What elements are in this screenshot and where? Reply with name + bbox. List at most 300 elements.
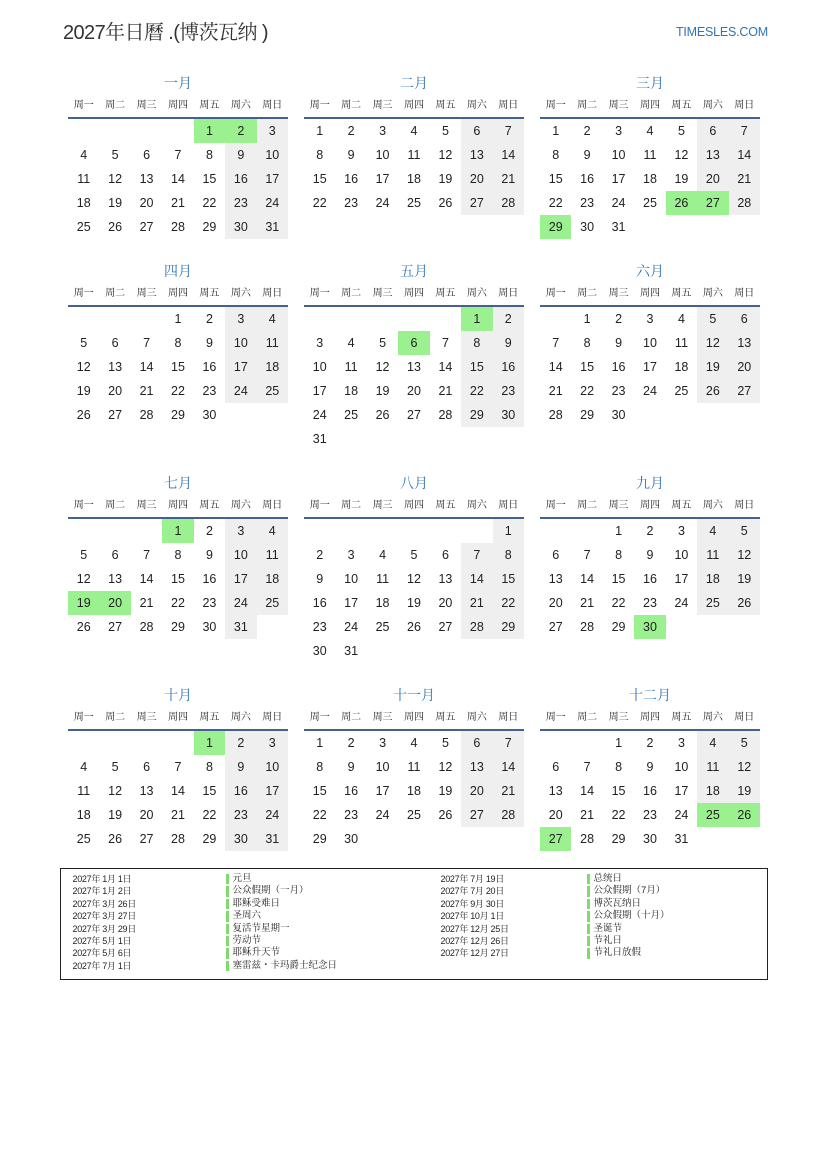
- day-cell: 8: [316, 760, 324, 774]
- day-cell: 3: [225, 519, 256, 543]
- holiday-name: 圣周六: [226, 910, 338, 922]
- weekday-label: 周四: [403, 100, 424, 111]
- holiday-date: 2027年 5月 6日: [72, 948, 132, 959]
- day-cell: 4: [347, 336, 355, 350]
- day-cell: 20: [697, 167, 728, 191]
- day-cell: 26: [438, 808, 453, 822]
- month-block: [540, 471, 760, 639]
- empty-day-cell: [398, 427, 429, 451]
- empty-day-cell: [729, 827, 760, 851]
- day-cell: 14: [171, 172, 185, 186]
- day-cell: 14: [580, 784, 595, 798]
- empty-day-cell: [367, 307, 398, 331]
- day-cell: 19: [697, 355, 728, 379]
- day-cell: 16: [643, 784, 657, 798]
- day-cell: 2: [225, 731, 256, 755]
- weekday-label: 周一: [309, 288, 330, 299]
- day-cell: 15: [548, 172, 563, 186]
- day-cell: 25: [257, 591, 288, 615]
- day-cell: 11: [77, 784, 91, 798]
- day-cell: 12: [375, 360, 390, 374]
- day-cell: 4: [257, 307, 288, 331]
- weekday-label: 周四: [403, 500, 424, 511]
- day-cell: 17: [344, 596, 359, 610]
- day-cell: 21: [139, 596, 154, 610]
- day-cell: 24: [611, 196, 626, 210]
- day-cell: 27: [729, 379, 760, 403]
- day-cell: 29: [202, 832, 217, 846]
- day-cell: 11: [643, 148, 657, 162]
- day-cell: 1: [316, 124, 324, 138]
- day-cell: 8: [615, 760, 623, 774]
- month-block: [304, 683, 524, 851]
- day-grid: [304, 119, 524, 215]
- empty-day-cell: [430, 827, 461, 851]
- empty-day-cell: [540, 519, 571, 543]
- day-cell: 14: [548, 360, 563, 374]
- day-grid: [304, 519, 524, 663]
- day-cell: 31: [312, 432, 327, 446]
- month-title: 十月: [164, 687, 192, 703]
- day-cell: 15: [312, 784, 327, 798]
- day-cell: 24: [375, 196, 390, 210]
- day-cell: 24: [344, 620, 359, 634]
- year-calendar-grid: [68, 71, 760, 871]
- day-cell: 15: [580, 360, 595, 374]
- month-title: 十二月: [629, 687, 671, 703]
- weekday-label: 周四: [167, 100, 188, 111]
- day-cell: 7: [493, 119, 524, 143]
- weekday-label: 周二: [105, 500, 126, 511]
- day-cell: 13: [697, 143, 728, 167]
- day-cell: 16: [312, 596, 327, 610]
- day-cell: 1: [615, 524, 623, 538]
- day-cell: 5: [729, 519, 760, 543]
- day-cell: 12: [674, 148, 689, 162]
- weekday-label: 周五: [199, 288, 220, 299]
- day-cell: 7: [583, 760, 591, 774]
- day-cell: 6: [461, 731, 492, 755]
- empty-day-cell: [666, 215, 697, 239]
- day-cell: 8: [205, 760, 213, 774]
- day-cell: 9: [225, 755, 256, 779]
- weekday-label: 周三: [136, 288, 157, 299]
- day-cell: 15: [611, 784, 626, 798]
- day-cell: 1: [583, 312, 591, 326]
- empty-day-cell: [729, 215, 760, 239]
- weekday-label: 周二: [105, 712, 126, 723]
- day-cell: 9: [205, 548, 213, 562]
- weekday-label: 周二: [341, 288, 362, 299]
- empty-day-cell: [367, 639, 398, 663]
- holiday-day-cell: 30: [634, 615, 665, 639]
- day-cell: 26: [697, 379, 728, 403]
- page-title: 2027年日曆 .(博茨瓦纳 ): [63, 22, 268, 44]
- empty-day-cell: [162, 731, 193, 755]
- day-cell: 5: [111, 760, 119, 774]
- day-cell: 23: [493, 379, 524, 403]
- empty-day-cell: [493, 639, 524, 663]
- day-grid: [68, 119, 288, 239]
- weekday-label: 周四: [639, 100, 660, 111]
- weekday-label: 周二: [577, 712, 598, 723]
- weekday-label: 周一: [309, 712, 330, 723]
- day-cell: 21: [438, 384, 453, 398]
- holiday-day-cell: 26: [729, 803, 760, 827]
- month-row: [68, 683, 760, 851]
- day-cell: 1: [493, 519, 524, 543]
- day-cell: 2: [347, 124, 355, 138]
- day-cell: 27: [461, 803, 492, 827]
- day-cell: 5: [80, 548, 88, 562]
- day-cell: 2: [316, 548, 324, 562]
- day-cell: 10: [674, 548, 689, 562]
- day-cell: 4: [379, 548, 387, 562]
- day-cell: 11: [344, 360, 358, 374]
- day-cell: 16: [344, 172, 359, 186]
- day-cell: 26: [375, 408, 390, 422]
- day-grid: [540, 119, 760, 239]
- weekday-label: 周四: [403, 288, 424, 299]
- day-cell: 19: [76, 384, 91, 398]
- empty-day-cell: [225, 403, 256, 427]
- weekday-header-row: [540, 283, 760, 307]
- day-cell: 31: [257, 827, 288, 851]
- empty-day-cell: [257, 615, 288, 639]
- day-cell: 11: [407, 148, 421, 162]
- weekday-label: 周三: [608, 100, 629, 111]
- day-cell: 18: [697, 779, 728, 803]
- day-cell: 22: [202, 808, 217, 822]
- day-cell: 14: [729, 143, 760, 167]
- empty-day-cell: [430, 639, 461, 663]
- day-cell: 18: [76, 196, 91, 210]
- day-cell: 28: [729, 191, 760, 215]
- day-cell: 26: [76, 408, 91, 422]
- weekday-label: 周日: [498, 712, 519, 723]
- day-cell: 2: [646, 736, 654, 750]
- day-cell: 23: [344, 196, 359, 210]
- day-cell: 17: [257, 167, 288, 191]
- day-cell: 3: [379, 124, 387, 138]
- day-cell: 1: [552, 124, 560, 138]
- weekday-label: 周六: [466, 500, 487, 511]
- day-cell: 29: [202, 220, 217, 234]
- day-cell: 19: [108, 196, 123, 210]
- day-cell: 6: [143, 760, 151, 774]
- day-cell: 8: [493, 543, 524, 567]
- day-cell: 20: [108, 384, 123, 398]
- day-cell: 22: [611, 808, 626, 822]
- day-cell: 28: [438, 408, 453, 422]
- weekday-label: 周六: [466, 712, 487, 723]
- day-cell: 13: [438, 572, 453, 586]
- day-cell: 23: [225, 191, 256, 215]
- day-cell: 15: [493, 567, 524, 591]
- day-cell: 9: [583, 148, 591, 162]
- day-cell: 9: [205, 336, 213, 350]
- weekday-label: 周二: [341, 712, 362, 723]
- day-cell: 21: [548, 384, 563, 398]
- holiday-day-cell: 26: [666, 191, 697, 215]
- day-cell: 27: [407, 408, 421, 422]
- month-title: 七月: [164, 475, 192, 491]
- day-cell: 15: [171, 572, 185, 586]
- day-cell: 11: [697, 755, 728, 779]
- holiday-day-cell: 20: [99, 591, 130, 615]
- holiday-day-cell: 19: [68, 591, 99, 615]
- day-cell: 18: [344, 384, 359, 398]
- day-cell: 8: [552, 148, 560, 162]
- month-title: 五月: [400, 263, 428, 279]
- empty-day-cell: [304, 307, 335, 331]
- weekday-label: 周三: [136, 100, 157, 111]
- day-cell: 10: [257, 143, 288, 167]
- day-cell: 12: [438, 760, 453, 774]
- day-cell: 17: [375, 172, 390, 186]
- day-cell: 3: [257, 119, 288, 143]
- weekday-label: 周一: [73, 288, 94, 299]
- day-cell: 12: [76, 572, 91, 586]
- holiday-date: 2027年 10月 1日: [440, 911, 504, 922]
- empty-day-cell: [335, 307, 366, 331]
- day-cell: 3: [257, 731, 288, 755]
- empty-day-cell: [666, 615, 697, 639]
- empty-day-cell: [729, 403, 760, 427]
- weekday-label: 周五: [671, 500, 692, 511]
- month-block: [68, 471, 288, 639]
- day-cell: 24: [257, 191, 288, 215]
- day-cell: 23: [643, 596, 657, 610]
- day-cell: 29: [461, 403, 492, 427]
- day-cell: 6: [143, 148, 151, 162]
- day-cell: 23: [344, 808, 359, 822]
- weekday-label: 周日: [262, 712, 283, 723]
- day-cell: 16: [643, 572, 657, 586]
- weekday-header-row: [540, 95, 760, 119]
- day-cell: 4: [80, 148, 88, 162]
- day-cell: 23: [312, 620, 327, 634]
- day-cell: 31: [611, 220, 626, 234]
- weekday-label: 周六: [230, 288, 251, 299]
- day-cell: 25: [257, 379, 288, 403]
- day-cell: 6: [729, 307, 760, 331]
- holiday-day-cell: 27: [697, 191, 728, 215]
- day-cell: 26: [438, 196, 453, 210]
- day-cell: 20: [139, 196, 154, 210]
- weekday-label: 周四: [167, 500, 188, 511]
- holiday-name: 总统日: [587, 873, 670, 885]
- day-cell: 20: [461, 167, 492, 191]
- weekday-header-row: [68, 495, 288, 519]
- day-cell: 22: [493, 591, 524, 615]
- day-cell: 22: [580, 384, 595, 398]
- day-cell: 7: [583, 548, 591, 562]
- day-cell: 3: [677, 524, 685, 538]
- weekday-label: 周日: [498, 100, 519, 111]
- day-cell: 10: [375, 148, 390, 162]
- empty-day-cell: [697, 403, 728, 427]
- weekday-label: 周五: [435, 500, 456, 511]
- weekday-label: 周一: [309, 100, 330, 111]
- day-cell: 16: [611, 360, 626, 374]
- day-cell: 21: [139, 384, 154, 398]
- empty-day-cell: [68, 119, 99, 143]
- day-cell: 2: [615, 312, 623, 326]
- holiday-date: 2027年 1月 1日: [72, 874, 132, 884]
- day-cell: 17: [643, 360, 657, 374]
- day-cell: 28: [548, 408, 563, 422]
- holiday-list-box: [60, 868, 768, 980]
- day-cell: 30: [312, 644, 327, 658]
- holiday-name: 节礼日放假: [587, 947, 670, 959]
- month-block: [540, 259, 760, 427]
- day-cell: 3: [225, 307, 256, 331]
- day-cell: 21: [580, 596, 595, 610]
- weekday-header-row: [540, 495, 760, 519]
- day-cell: 2: [583, 124, 591, 138]
- empty-day-cell: [461, 827, 492, 851]
- empty-day-cell: [304, 519, 335, 543]
- day-cell: 6: [552, 548, 560, 562]
- day-cell: 19: [438, 784, 453, 798]
- day-cell: 10: [643, 336, 657, 350]
- day-cell: 14: [461, 567, 492, 591]
- day-cell: 21: [493, 779, 524, 803]
- day-cell: 21: [493, 167, 524, 191]
- day-cell: 15: [202, 172, 217, 186]
- weekday-header-row: [304, 95, 524, 119]
- day-grid: [304, 307, 524, 451]
- day-cell: 30: [344, 832, 359, 846]
- day-cell: 3: [615, 124, 623, 138]
- day-cell: 3: [316, 336, 324, 350]
- day-cell: 10: [611, 148, 626, 162]
- day-cell: 19: [108, 808, 123, 822]
- day-cell: 8: [316, 148, 324, 162]
- weekday-label: 周四: [403, 712, 424, 723]
- day-cell: 23: [202, 384, 217, 398]
- day-cell: 7: [143, 548, 151, 562]
- day-cell: 6: [441, 548, 449, 562]
- holiday-name: 塞雷兹・卡玛爵士纪念日: [226, 960, 338, 972]
- day-cell: 9: [615, 336, 623, 350]
- day-cell: 28: [493, 191, 524, 215]
- day-cell: 26: [729, 591, 760, 615]
- day-cell: 22: [171, 596, 185, 610]
- day-cell: 16: [493, 355, 524, 379]
- weekday-label: 周一: [73, 100, 94, 111]
- weekday-label: 周二: [577, 100, 598, 111]
- empty-day-cell: [398, 307, 429, 331]
- day-cell: 15: [171, 360, 185, 374]
- weekday-label: 周一: [73, 712, 94, 723]
- day-cell: 4: [697, 519, 728, 543]
- empty-day-cell: [367, 427, 398, 451]
- weekday-label: 周四: [639, 500, 660, 511]
- empty-day-cell: [493, 427, 524, 451]
- day-cell: 27: [139, 220, 154, 234]
- day-cell: 1: [316, 736, 324, 750]
- holiday-date: 2027年 12月 27日: [440, 948, 509, 959]
- day-cell: 11: [697, 543, 728, 567]
- day-cell: 20: [407, 384, 421, 398]
- day-cell: 14: [171, 784, 185, 798]
- day-cell: 14: [438, 360, 453, 374]
- day-grid: [540, 519, 760, 639]
- day-cell: 29: [171, 620, 185, 634]
- day-cell: 8: [205, 148, 213, 162]
- holiday-name: 节礼日: [587, 935, 670, 947]
- day-cell: 14: [139, 572, 154, 586]
- weekday-label: 周三: [372, 100, 393, 111]
- month-title: 八月: [400, 475, 428, 491]
- weekday-label: 周一: [309, 500, 330, 511]
- day-cell: 16: [344, 784, 359, 798]
- weekday-label: 周三: [608, 288, 629, 299]
- weekday-label: 周五: [199, 100, 220, 111]
- day-cell: 8: [174, 336, 182, 350]
- weekday-header-row: [68, 707, 288, 731]
- day-cell: 19: [407, 596, 421, 610]
- day-cell: 19: [674, 172, 689, 186]
- weekday-header-row: [304, 495, 524, 519]
- day-cell: 5: [410, 548, 418, 562]
- holiday-names-right-column: [587, 873, 670, 960]
- month-title: 一月: [164, 75, 192, 91]
- day-cell: 18: [257, 567, 288, 591]
- weekday-label: 周日: [734, 712, 755, 723]
- day-cell: 31: [674, 832, 689, 846]
- empty-day-cell: [99, 119, 130, 143]
- day-grid: [540, 307, 760, 427]
- day-cell: 22: [312, 808, 327, 822]
- day-cell: 5: [111, 148, 119, 162]
- day-cell: 28: [139, 408, 154, 422]
- day-cell: 4: [410, 736, 418, 750]
- day-cell: 25: [407, 196, 421, 210]
- day-grid: [68, 307, 288, 427]
- holiday-day-cell: 2: [225, 119, 256, 143]
- weekday-label: 周一: [545, 288, 566, 299]
- holiday-name: 复活节星期一: [226, 923, 338, 935]
- day-cell: 1: [174, 312, 182, 326]
- empty-day-cell: [398, 827, 429, 851]
- day-cell: 21: [729, 167, 760, 191]
- day-cell: 30: [202, 408, 217, 422]
- holiday-date: 2027年 7月 1日: [72, 960, 132, 971]
- empty-day-cell: [634, 403, 665, 427]
- day-cell: 26: [407, 620, 421, 634]
- day-cell: 17: [674, 784, 689, 798]
- day-cell: 11: [77, 172, 91, 186]
- holiday-date: 2027年 3月 29日: [72, 923, 136, 934]
- day-cell: 13: [108, 360, 123, 374]
- day-cell: 12: [108, 784, 123, 798]
- day-cell: 19: [729, 779, 760, 803]
- day-cell: 24: [225, 591, 256, 615]
- day-cell: 24: [643, 384, 657, 398]
- day-cell: 5: [441, 124, 449, 138]
- day-cell: 28: [493, 803, 524, 827]
- day-cell: 24: [674, 596, 689, 610]
- day-cell: 30: [580, 220, 595, 234]
- day-cell: 29: [611, 832, 626, 846]
- empty-day-cell: [99, 519, 130, 543]
- day-cell: 12: [697, 331, 728, 355]
- day-cell: 2: [347, 736, 355, 750]
- month-title: 二月: [400, 75, 428, 91]
